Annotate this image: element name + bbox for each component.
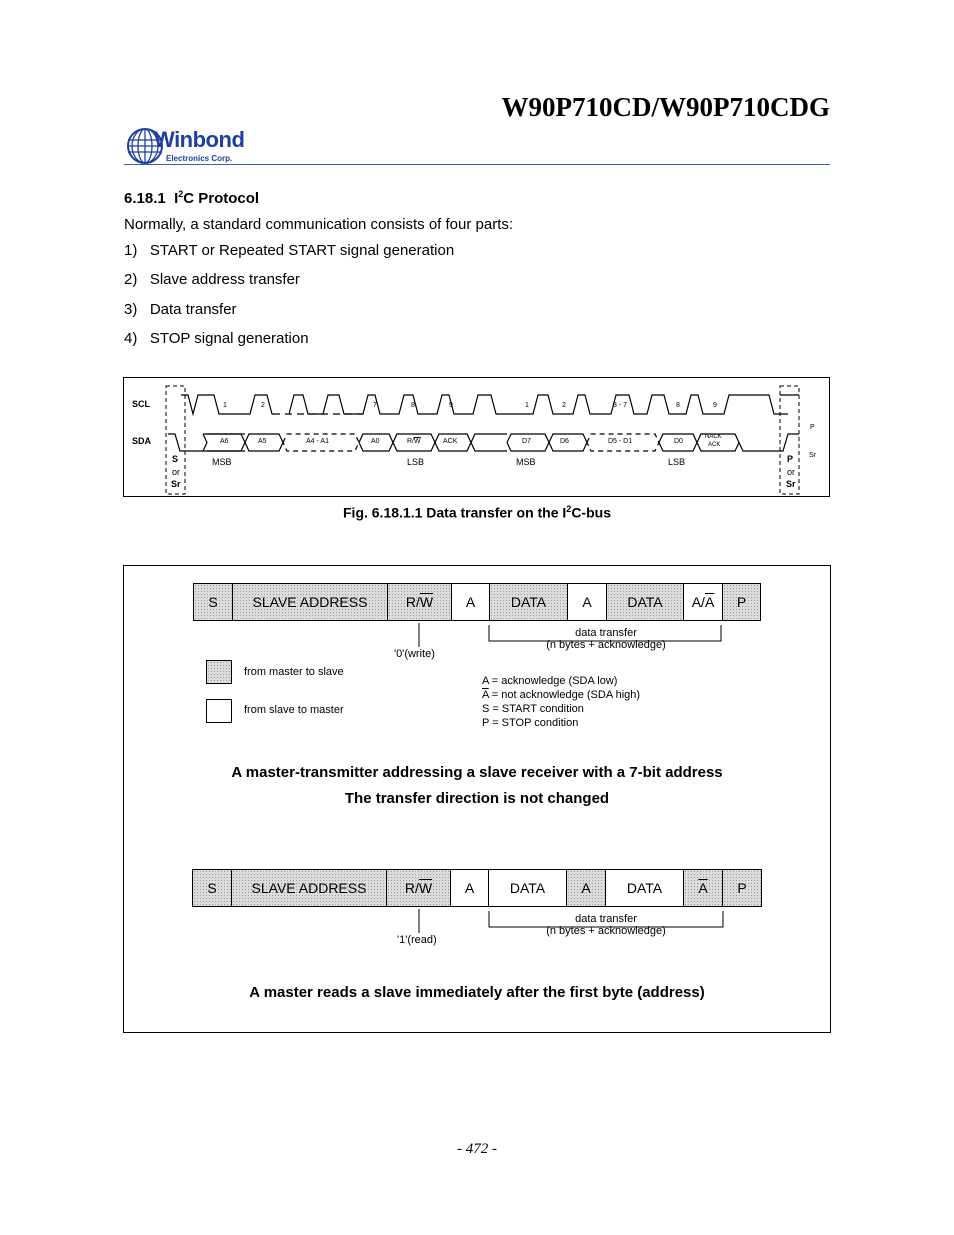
- def-text: = START condition: [489, 703, 584, 715]
- caption-text-end: C-bus: [571, 504, 611, 521]
- frame-field-ack: A: [450, 869, 489, 907]
- data-transfer-note: [544, 627, 668, 651]
- start-or-label: or: [172, 467, 181, 477]
- frame-field-start: S: [193, 583, 233, 621]
- sda-bit-label: D7: [522, 438, 531, 445]
- write-caption-1: A master-transmitter addressing a slave receiver with a 7-bit address: [231, 764, 723, 781]
- stop-sr-label: Sr: [786, 479, 796, 489]
- list-item: 2) Slave address transfer: [124, 271, 300, 288]
- frame-field-start: S: [192, 869, 232, 907]
- list-item: 4) STOP signal generation: [124, 330, 309, 347]
- definition-start: [482, 702, 640, 716]
- definition-stop: [482, 716, 640, 730]
- sda-bit-label: A0: [371, 438, 380, 445]
- frame-field-nack: [683, 869, 723, 907]
- scl-clock-number: 9: [713, 402, 717, 409]
- rw-write-note: '0'(write): [394, 648, 435, 660]
- ack-a: A/: [691, 594, 705, 610]
- logo-subtitle: Electronics Corp.: [166, 154, 233, 163]
- frame-field-ack: A: [567, 583, 607, 621]
- nack-a: $\overline{A}$: [698, 880, 708, 896]
- definition-ack: [482, 674, 640, 688]
- frame-field-data: DATA: [606, 583, 684, 621]
- scl-clock-number: 8: [411, 402, 415, 409]
- write-frame: [193, 583, 761, 621]
- scl-clock-number: 3 - 7: [613, 402, 628, 409]
- data-note-line: data transfer: [575, 913, 637, 925]
- frame-field-ack: A: [566, 869, 606, 907]
- winbond-logo: [126, 126, 256, 166]
- frame-field-stop: P: [722, 583, 761, 621]
- section-heading: [124, 189, 259, 207]
- sda-bit-label: A4 - A1: [306, 438, 329, 445]
- sda-bit-label: D5 - D1: [608, 438, 633, 445]
- rw-read-note: '1'(read): [397, 934, 437, 946]
- list-item: 3) Data transfer: [124, 301, 237, 318]
- stop-or-label: or: [787, 467, 796, 477]
- msb-label: MSB: [212, 457, 232, 467]
- lsb-label: LSB: [407, 457, 425, 467]
- p-label: P: [810, 424, 815, 431]
- timing-waveform: [123, 377, 830, 497]
- symbol-definitions: [482, 674, 640, 730]
- heading-rest: C Protocol: [183, 190, 260, 207]
- section-number: 6.18.1: [124, 190, 166, 207]
- figure-caption: [124, 504, 830, 521]
- scl-clock-number: 2: [562, 402, 566, 409]
- stop-label: P: [787, 454, 794, 464]
- lsb-label: LSB: [668, 457, 686, 467]
- scl-clock-number: 8: [676, 402, 680, 409]
- sda-bit-label: D0: [674, 438, 683, 445]
- scl-clock-number: 9: [449, 402, 453, 409]
- data-note-line: (n bytes + acknowledge): [546, 639, 666, 651]
- frame-field-slave-address: SLAVE ADDRESS: [231, 869, 387, 907]
- def-text: = STOP condition: [489, 717, 579, 729]
- sda-bit-label: NACK: [705, 434, 722, 440]
- frame-format-figure: [123, 565, 831, 1033]
- sda-label: SDA: [132, 436, 152, 446]
- sda-bit-label: ACK: [708, 442, 721, 448]
- rw-w: $\overline{W}$: [418, 880, 433, 896]
- rw-w: $\overline{W}$: [419, 594, 434, 610]
- legend-slave-swatch: [206, 699, 232, 723]
- sda-bit-label: [407, 438, 421, 445]
- legend-slave-text: from slave to master: [244, 704, 344, 716]
- start-label: S: [172, 454, 179, 464]
- frame-field-stop: P: [722, 869, 762, 907]
- scl-clock-number: 1: [525, 402, 529, 409]
- frame-field-rw: [386, 869, 451, 907]
- intro-text: Normally, a standard communication consists of four parts:: [124, 216, 514, 233]
- frame-field-data: DATA: [488, 869, 567, 907]
- def-text: = acknowledge (SDA low): [488, 675, 618, 687]
- frame-field-ack-nack: [683, 583, 723, 621]
- scl-label: SCL: [132, 399, 150, 409]
- rw-r: R/: [405, 594, 420, 610]
- write-caption-2: The transfer direction is not changed: [344, 790, 610, 807]
- heading-i: I: [174, 190, 179, 207]
- start-condition-box: [166, 386, 185, 494]
- sda-bit-label: A6: [220, 438, 229, 445]
- scl-waveform-1: [181, 395, 788, 414]
- definition-nack: [482, 688, 640, 702]
- sr-label: Sr: [809, 452, 816, 459]
- header-rule: [124, 164, 830, 165]
- def-symbol: A: [482, 675, 489, 687]
- frame-field-data: DATA: [489, 583, 568, 621]
- msb-label: MSB: [516, 457, 536, 467]
- read-caption: A master reads a slave immediately after the first byte (address): [249, 984, 705, 1001]
- def-symbol: $\overline{A}$: [482, 689, 489, 701]
- data-transfer-note: [544, 913, 668, 937]
- sda-bit-label: A5: [258, 438, 267, 445]
- legend-master-text: from master to slave: [244, 666, 344, 678]
- caption-text: Fig. 6.18.1.1 Data transfer on the I: [343, 504, 567, 521]
- legend-master-swatch: [206, 660, 232, 684]
- sda-bit-label: D6: [560, 438, 569, 445]
- timing-diagram: [123, 377, 830, 497]
- def-symbol: P: [482, 717, 490, 729]
- nack-a: $\overline{A}$: [704, 594, 715, 610]
- caption-sup: 2: [566, 504, 572, 514]
- frame-field-slave-address: SLAVE ADDRESS: [232, 583, 388, 621]
- rw-r: R/: [404, 880, 419, 896]
- sda-bit-w: $\overline{W}$: [414, 438, 421, 445]
- start-sr-label: Sr: [171, 479, 181, 489]
- sda-bit-r: R/: [407, 438, 414, 445]
- heading-sup: 2: [178, 189, 184, 199]
- data-note-line: (n bytes + acknowledge): [546, 925, 666, 937]
- def-symbol: S: [482, 703, 490, 715]
- def-text: = not acknowledge (SDA high): [488, 689, 641, 701]
- page-number: - 472 -: [457, 1141, 497, 1157]
- logo-wordmark: Winbond: [154, 127, 245, 152]
- frame-field-rw: [387, 583, 452, 621]
- read-frame: [192, 869, 762, 907]
- scl-clock-number: 7: [373, 402, 377, 409]
- sda-bit-label: ACK: [443, 438, 458, 445]
- document-title: W90P710CD/W90P710CDG: [501, 92, 830, 122]
- frame-field-ack: A: [451, 583, 490, 621]
- scl-clock-number: 2: [261, 402, 265, 409]
- data-note-line: data transfer: [575, 627, 637, 639]
- frame-field-data: DATA: [605, 869, 684, 907]
- scl-clock-number: 1: [223, 402, 227, 409]
- list-item: 1) START or Repeated START signal generation: [124, 242, 455, 259]
- stop-condition-box: [780, 386, 799, 494]
